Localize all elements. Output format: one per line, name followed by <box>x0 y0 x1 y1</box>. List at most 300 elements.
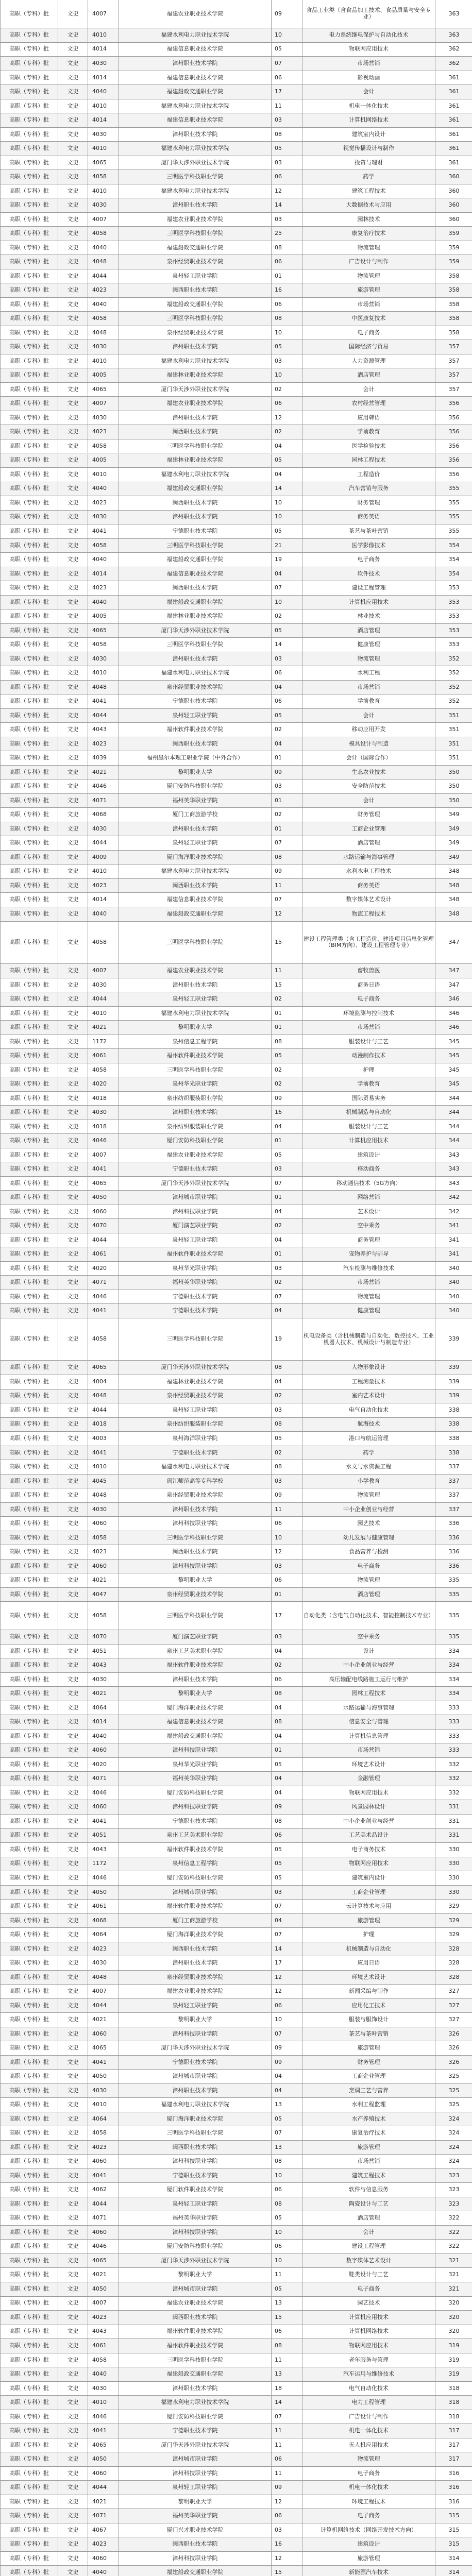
school-name-cell: 泉州轻工职业学院 <box>119 1403 272 1417</box>
batch-cell: 高职（专科）批 <box>1 2367 58 2381</box>
school-name-cell: 福建船政交通职业学院 <box>119 85 272 99</box>
school-name-cell: 宁德职业技术学院 <box>119 1815 272 1828</box>
batch-cell: 高职（专科）批 <box>1 439 58 453</box>
school-code-cell: 4046 <box>88 1871 119 1885</box>
school-name-cell: 泉州经贸职业技术学院 <box>119 1389 272 1403</box>
school-name-cell: 福建水利电力职业技术学院 <box>119 2396 272 2410</box>
batch-cell: 高职（专科）批 <box>1 1871 58 1885</box>
school-name-cell: 闽西职业技术学院 <box>119 879 272 893</box>
school-name-cell: 福州软件职业技术学院 <box>119 1049 272 1063</box>
batch-cell: 高职（专科）批 <box>1 1800 58 1814</box>
batch-cell: 高职（专科）批 <box>1 1148 58 1162</box>
school-code-cell: 4060 <box>88 1517 119 1531</box>
subject-cell: 文史 <box>58 865 88 878</box>
table-row <box>1 1290 472 1304</box>
school-name-cell: 闽西职业技术学院 <box>119 2537 272 2551</box>
score-cell: 357 <box>448 385 460 393</box>
table-row <box>1 539 472 553</box>
school-code-cell: 4048 <box>88 681 119 694</box>
batch-cell: 高职（专科）批 <box>1 2268 58 2282</box>
school-code-cell: 4050 <box>88 2452 119 2466</box>
school-code-cell: 4050 <box>88 1886 119 1900</box>
school-code-cell: 4043 <box>88 1658 119 1672</box>
score-cell: 330 <box>448 1888 460 1895</box>
major-code-cell: 04 <box>272 1375 302 1389</box>
score-cell: 354 <box>448 556 460 563</box>
score-cell: 334 <box>448 1675 460 1683</box>
score-cell: 333 <box>448 1718 460 1725</box>
subject-cell: 文史 <box>58 609 88 623</box>
school-code-cell: 4030 <box>88 57 119 71</box>
major-code-cell: 04 <box>272 468 302 482</box>
school-code-cell: 4014 <box>88 113 119 127</box>
subject-cell: 文史 <box>58 1177 88 1191</box>
school-name-cell: 福建林业职业技术学院 <box>119 1375 272 1389</box>
major-code-cell: 03 <box>272 2523 302 2537</box>
subject-cell: 文史 <box>58 1318 88 1361</box>
subject-cell: 文史 <box>58 1971 88 1985</box>
batch-cell: 高职（专科）批 <box>1 1503 58 1517</box>
major-code-cell: 21 <box>272 539 302 553</box>
batch-cell: 高职（专科）批 <box>1 1971 58 1985</box>
score-cell: 361 <box>448 159 460 166</box>
subject-cell: 文史 <box>58 298 88 312</box>
major-name-cell: 园林技术 <box>302 213 435 227</box>
score-cell: 319 <box>448 2342 460 2349</box>
table-row <box>1 596 472 610</box>
subject-cell: 文史 <box>58 879 88 893</box>
table-row <box>1 2367 472 2382</box>
school-code-cell: 4040 <box>88 85 119 99</box>
school-code-cell: 4041 <box>88 1815 119 1828</box>
batch-cell: 高职（专科）批 <box>1 1191 58 1205</box>
school-name-cell: 三明医学科技职业学院 <box>119 2353 272 2367</box>
major-name-cell: 物流工程技术 <box>302 907 435 921</box>
score-cell: 323 <box>448 2186 460 2193</box>
major-code-cell: 17 <box>272 85 302 99</box>
major-name-cell: 空中乘务 <box>302 1219 435 1233</box>
score-cell: 335 <box>448 1577 460 1584</box>
score-cell: 345 <box>448 1066 460 1073</box>
table-row <box>1 1389 472 1404</box>
major-code-cell: 15 <box>272 978 302 992</box>
school-name-cell: 宁德职业技术学院 <box>119 694 272 708</box>
school-name-cell: 福州墨尔本理工职业学院（中外合作） <box>119 751 272 765</box>
table-row <box>1 2396 472 2410</box>
major-name-cell: 学前教育 <box>302 425 435 439</box>
school-name-cell: 漳州科技职业学院 <box>119 2027 272 2041</box>
table-row <box>1 1971 472 1985</box>
school-code-cell: 4046 <box>88 1290 119 1304</box>
score-cell: 340 <box>448 1307 460 1314</box>
major-code-cell: 09 <box>272 2056 302 2070</box>
score-cell: 363 <box>448 10 460 17</box>
major-code-cell: 04 <box>272 1205 302 1219</box>
table-row <box>1 170 472 184</box>
major-code-cell: 06 <box>272 1573 302 1587</box>
major-code-cell: 04 <box>272 1730 302 1743</box>
subject-cell: 文史 <box>58 1999 88 2013</box>
major-code-cell: 01 <box>272 1247 302 1261</box>
major-code-cell: 13 <box>272 2098 302 2112</box>
table-row <box>1 1077 472 1092</box>
batch-cell: 高职（专科）批 <box>1 624 58 638</box>
subject-cell: 文史 <box>58 213 88 227</box>
batch-cell: 高职（专科）批 <box>1 156 58 170</box>
major-name-cell: 学前教育 <box>302 1077 435 1091</box>
subject-cell: 文史 <box>58 1645 88 1658</box>
major-name-cell: 投资与理财 <box>302 156 435 170</box>
subject-cell: 文史 <box>58 1658 88 1672</box>
major-code-cell: 02 <box>272 723 302 737</box>
major-code-cell: 07 <box>272 2027 302 2041</box>
school-code-cell: 4071 <box>88 2509 119 2523</box>
major-code-cell: 07 <box>272 836 302 850</box>
major-name-cell: 鞋类设计与工艺 <box>302 2268 435 2282</box>
major-name-cell: 水路运输与海事管理 <box>302 1701 435 1715</box>
school-name-cell: 三明医学科技职业学院 <box>119 2126 272 2140</box>
subject-cell: 文史 <box>58 1290 88 1304</box>
batch-cell: 高职（专科）批 <box>1 1928 58 1942</box>
subject-cell: 文史 <box>58 723 88 737</box>
major-name-cell: 市场营销 <box>302 57 435 71</box>
score-cell: 337 <box>448 1477 460 1484</box>
batch-cell: 高职（专科）批 <box>1 1517 58 1531</box>
school-code-cell: 4051 <box>88 1645 119 1658</box>
batch-cell: 高职（专科）批 <box>1 1007 58 1021</box>
school-name-cell: 闽西职业技术学院 <box>119 581 272 595</box>
table-row <box>1 2438 472 2453</box>
major-code-cell: 03 <box>272 1262 302 1276</box>
score-cell: 338 <box>448 1406 460 1413</box>
major-name-cell: 医学影像技术 <box>302 539 435 553</box>
school-name-cell: 闽西职业技术学院 <box>119 425 272 439</box>
major-name-cell: 数字媒体艺术设计 <box>302 893 435 907</box>
subject-cell: 文史 <box>58 142 88 156</box>
subject-cell: 文史 <box>58 1418 88 1432</box>
school-name-cell: 福建农业职业技术学院 <box>119 213 272 227</box>
school-code-cell: 4044 <box>88 1233 119 1247</box>
subject-cell: 文史 <box>58 1687 88 1701</box>
school-name-cell: 福州软件职业技术学院 <box>119 723 272 737</box>
school-code-cell: 4044 <box>88 269 119 283</box>
major-name-cell: 财务管理 <box>302 496 435 510</box>
score-cell: 351 <box>448 740 460 747</box>
score-cell: 362 <box>448 59 460 66</box>
school-code-cell: 4058 <box>88 312 119 326</box>
major-code-cell: 02 <box>272 1446 302 1460</box>
score-cell: 322 <box>448 2214 460 2222</box>
score-cell: 314 <box>448 2569 460 2576</box>
school-code-cell: 4023 <box>88 737 119 751</box>
school-name-cell: 宁德职业技术学院 <box>119 1304 272 1318</box>
score-cell: 320 <box>448 2328 460 2335</box>
major-name-cell: 应用化工技术 <box>302 1999 435 2013</box>
major-code-cell: 10 <box>272 368 302 382</box>
batch-cell: 高职（专科）批 <box>1 1375 58 1389</box>
school-name-cell: 厦门演艺职业学院 <box>119 1219 272 1233</box>
major-code-cell: 01 <box>272 751 302 765</box>
batch-cell: 高职（专科）批 <box>1 865 58 878</box>
subject-cell: 文史 <box>58 2537 88 2551</box>
major-name-cell: 农村经营管理 <box>302 397 435 411</box>
table-row <box>1 368 472 383</box>
school-code-cell: 4023 <box>88 581 119 595</box>
subject-cell: 文史 <box>58 1446 88 1460</box>
score-cell: 353 <box>448 584 460 591</box>
table-row <box>1 28 472 43</box>
school-name-cell: 泉州华光职业学院 <box>119 1077 272 1091</box>
table-row <box>1 553 472 567</box>
school-name-cell: 漳州科技职业学院 <box>119 2226 272 2240</box>
major-name-cell: 医学检验技术 <box>302 439 435 453</box>
batch-cell: 高职（专科）批 <box>1 1318 58 1361</box>
subject-cell: 文史 <box>58 1956 88 1970</box>
major-code-cell: 11 <box>272 99 302 113</box>
score-cell: 340 <box>448 1279 460 1286</box>
school-name-cell: 三明医学科技职业学院 <box>119 312 272 326</box>
major-code-cell: 12 <box>272 2495 302 2509</box>
batch-cell: 高职（专科）批 <box>1 1177 58 1191</box>
school-name-cell: 泉州纺织服装职业学院 <box>119 1120 272 1134</box>
major-name-cell: 建筑设计 <box>302 2537 435 2551</box>
school-name-cell: 福建信息职业技术学院 <box>119 893 272 907</box>
major-code-cell: 11 <box>272 2438 302 2452</box>
school-code-cell: 4030 <box>88 822 119 836</box>
major-name-cell: 机械制造与自动化 <box>302 1942 435 1956</box>
batch-cell: 高职（专科）批 <box>1 1602 58 1630</box>
school-name-cell: 福建农业职业技术学院 <box>119 964 272 978</box>
school-code-cell: 4058 <box>88 227 119 241</box>
school-code-cell: 4058 <box>88 539 119 553</box>
table-row <box>1 2013 472 2027</box>
school-code-cell: 4044 <box>88 992 119 1006</box>
score-cell: 356 <box>448 428 460 435</box>
batch-cell: 高职（专科）批 <box>1 2424 58 2438</box>
major-code-cell: 18 <box>272 2382 302 2396</box>
subject-cell: 文史 <box>58 425 88 439</box>
major-code-cell: 08 <box>272 1035 302 1049</box>
major-code-cell: 02 <box>272 425 302 439</box>
table-row <box>1 1262 472 1276</box>
batch-cell: 高职（专科）批 <box>1 1573 58 1587</box>
subject-cell: 文史 <box>58 1432 88 1446</box>
batch-cell: 高职（专科）批 <box>1 1701 58 1715</box>
major-code-cell: 09 <box>272 865 302 878</box>
school-name-cell: 厦门软件职业技术学院 <box>119 2183 272 2197</box>
batch-cell: 高职（专科）批 <box>1 312 58 326</box>
batch-cell: 高职（专科）批 <box>1 766 58 779</box>
score-cell: 332 <box>448 1789 460 1796</box>
major-code-cell: 05 <box>272 1843 302 1857</box>
score-cell: 345 <box>448 1080 460 1088</box>
score-cell: 361 <box>448 88 460 95</box>
subject-cell: 文史 <box>58 2056 88 2070</box>
subject-cell: 文史 <box>58 1262 88 1276</box>
major-code-cell: 08 <box>272 128 302 142</box>
major-code-cell: 02 <box>272 1276 302 1290</box>
school-name-cell: 福建水利电力职业技术学院 <box>119 666 272 680</box>
school-name-cell: 厦门海洋职业技术学院 <box>119 851 272 865</box>
major-code-cell: 06 <box>272 2452 302 2466</box>
major-code-cell: 08 <box>272 1361 302 1375</box>
major-code-cell: 12 <box>272 1985 302 1998</box>
school-name-cell: 福建水利电力职业技术学院 <box>119 2098 272 2112</box>
school-code-cell: 4048 <box>88 1389 119 1403</box>
school-name-cell: 漳州城市职业学院 <box>119 2070 272 2083</box>
subject-cell: 文史 <box>58 2382 88 2396</box>
major-code-cell: 14 <box>272 2396 302 2410</box>
batch-cell: 高职（专科）批 <box>1 2070 58 2083</box>
major-name-cell: 旅游管理 <box>302 2141 435 2155</box>
batch-cell: 高职（专科）批 <box>1 652 58 666</box>
table-row <box>1 836 472 851</box>
table-row <box>1 184 472 199</box>
school-code-cell: 4041 <box>88 2424 119 2438</box>
batch-cell: 高职（专科）批 <box>1 340 58 354</box>
score-cell: 352 <box>448 669 460 676</box>
score-cell: 341 <box>448 1236 460 1243</box>
major-code-cell: 09 <box>272 2041 302 2055</box>
major-name-cell: 工程测量技术 <box>302 1375 435 1389</box>
subject-cell: 文史 <box>58 1049 88 1063</box>
score-cell: 324 <box>448 2129 460 2137</box>
major-code-cell: 16 <box>272 1106 302 1120</box>
major-name-cell: 旅游管理 <box>302 2552 435 2566</box>
school-name-cell: 厦门兴才职业技术学院 <box>119 2523 272 2537</box>
major-code-cell: 06 <box>272 2240 302 2253</box>
school-code-cell: 4039 <box>88 751 119 765</box>
table-row <box>1 1786 472 1801</box>
batch-cell: 高职（专科）批 <box>1 737 58 751</box>
school-name-cell: 泉州华光职业学院 <box>119 1758 272 1772</box>
major-name-cell: 物联网应用技术 <box>302 43 435 57</box>
school-code-cell: 4050 <box>88 1191 119 1205</box>
major-name-cell: 工商企业管理 <box>302 2070 435 2083</box>
major-code-cell: 10 <box>272 596 302 609</box>
school-code-cell: 4071 <box>88 794 119 808</box>
subject-cell: 文史 <box>58 1304 88 1318</box>
major-code-cell: 06 <box>272 1829 302 1843</box>
score-cell: 325 <box>448 2101 460 2108</box>
score-cell: 326 <box>448 2058 460 2065</box>
major-name-cell: 建设工程管理 <box>302 581 435 595</box>
table-row <box>1 340 472 354</box>
school-code-cell: 4030 <box>88 2084 119 2098</box>
batch-cell: 高职（专科）批 <box>1 1162 58 1176</box>
major-code-cell: 09 <box>272 766 302 779</box>
school-code-cell: 4023 <box>88 283 119 297</box>
major-name-cell: 市场营销 <box>302 298 435 312</box>
batch-cell: 高职（专科）批 <box>1 2226 58 2240</box>
table-row <box>1 1701 472 1716</box>
school-name-cell: 宁德职业技术学院 <box>119 1446 272 1460</box>
subject-cell: 文史 <box>58 241 88 255</box>
school-code-cell: 4041 <box>88 1446 119 1460</box>
school-name-cell: 泉州海洋职业学院 <box>119 1432 272 1446</box>
school-name-cell: 漳州职业技术学院 <box>119 1503 272 1517</box>
table-row <box>1 2183 472 2197</box>
table-row <box>1 57 472 71</box>
batch-cell: 高职（专科）批 <box>1 893 58 907</box>
major-name-cell: 建筑工程技术 <box>302 2169 435 2183</box>
score-cell: 348 <box>448 868 460 875</box>
table-row <box>1 865 472 879</box>
major-name-cell: 国际经济与贸易 <box>302 340 435 354</box>
batch-cell: 高职（专科）批 <box>1 1942 58 1956</box>
subject-cell: 文史 <box>58 2141 88 2155</box>
school-name-cell: 三明医学科技职业学院 <box>119 922 272 964</box>
major-name-cell: 物联网应用技术 <box>302 1857 435 1871</box>
school-name-cell: 厦门海洋职业技术学院 <box>119 1701 272 1715</box>
table-row <box>1 397 472 411</box>
table-row <box>1 1276 472 1290</box>
major-name-cell: 会计 <box>302 794 435 808</box>
batch-cell: 高职（专科）批 <box>1 1588 58 1602</box>
score-cell: 340 <box>448 1293 460 1300</box>
school-name-cell: 福州软件职业技术学院 <box>119 1843 272 1857</box>
score-cell: 345 <box>448 1052 460 1059</box>
batch-cell: 高职（专科）批 <box>1 907 58 921</box>
school-name-cell: 泉州经贸职业技术学院 <box>119 1971 272 1985</box>
batch-cell: 高职（专科）批 <box>1 539 58 553</box>
subject-cell: 文史 <box>58 255 88 269</box>
table-row <box>1 1573 472 1588</box>
school-code-cell: 4044 <box>88 1999 119 2013</box>
school-name-cell: 福建船政交通职业学院 <box>119 482 272 496</box>
table-row <box>1 1488 472 1503</box>
score-cell: 324 <box>448 2143 460 2150</box>
batch-cell: 高职（专科）批 <box>1 0 58 28</box>
major-name-cell: 汽车检测与维修技术 <box>302 1262 435 1276</box>
school-code-cell: 4065 <box>88 1361 119 1375</box>
major-code-cell: 02 <box>272 383 302 397</box>
batch-cell: 高职（专科）批 <box>1 1092 58 1106</box>
score-cell: 319 <box>448 2370 460 2378</box>
batch-cell: 高职（专科）批 <box>1 2297 58 2311</box>
major-code-cell: 06 <box>272 397 302 411</box>
subject-cell: 文史 <box>58 1035 88 1049</box>
school-name-cell: 泉州纺织服装职业学院 <box>119 1418 272 1432</box>
score-cell: 321 <box>448 2285 460 2292</box>
score-cell: 336 <box>448 1562 460 1569</box>
table-row <box>1 1304 472 1318</box>
major-code-cell: 12 <box>272 184 302 198</box>
subject-cell: 文史 <box>58 1517 88 1531</box>
major-code-cell: 03 <box>272 156 302 170</box>
batch-cell: 高职（专科）批 <box>1 694 58 708</box>
score-cell: 317 <box>448 2427 460 2434</box>
major-code-cell: 08 <box>272 2197 302 2211</box>
table-row <box>1 128 472 142</box>
major-name-cell: 高压输配电线路施工运行与维护 <box>302 1673 435 1687</box>
major-code-cell: 03 <box>272 1886 302 1900</box>
table-row <box>1 964 472 978</box>
subject-cell: 文史 <box>58 368 88 382</box>
score-cell: 359 <box>448 230 460 237</box>
school-name-cell: 福州英华职业学院 <box>119 2509 272 2523</box>
school-name-cell: 厦门安防科技职业学院 <box>119 779 272 793</box>
subject-cell: 文史 <box>58 2452 88 2466</box>
school-code-cell: 4030 <box>88 1956 119 1970</box>
major-code-cell: 08 <box>272 312 302 326</box>
school-code-cell: 4070 <box>88 1630 119 1644</box>
school-name-cell: 漳州职业技术学院 <box>119 2084 272 2098</box>
subject-cell: 文史 <box>58 2495 88 2509</box>
major-code-cell: 09 <box>272 1800 302 1814</box>
subject-cell: 文史 <box>58 411 88 425</box>
batch-cell: 高职（专科）批 <box>1 142 58 156</box>
